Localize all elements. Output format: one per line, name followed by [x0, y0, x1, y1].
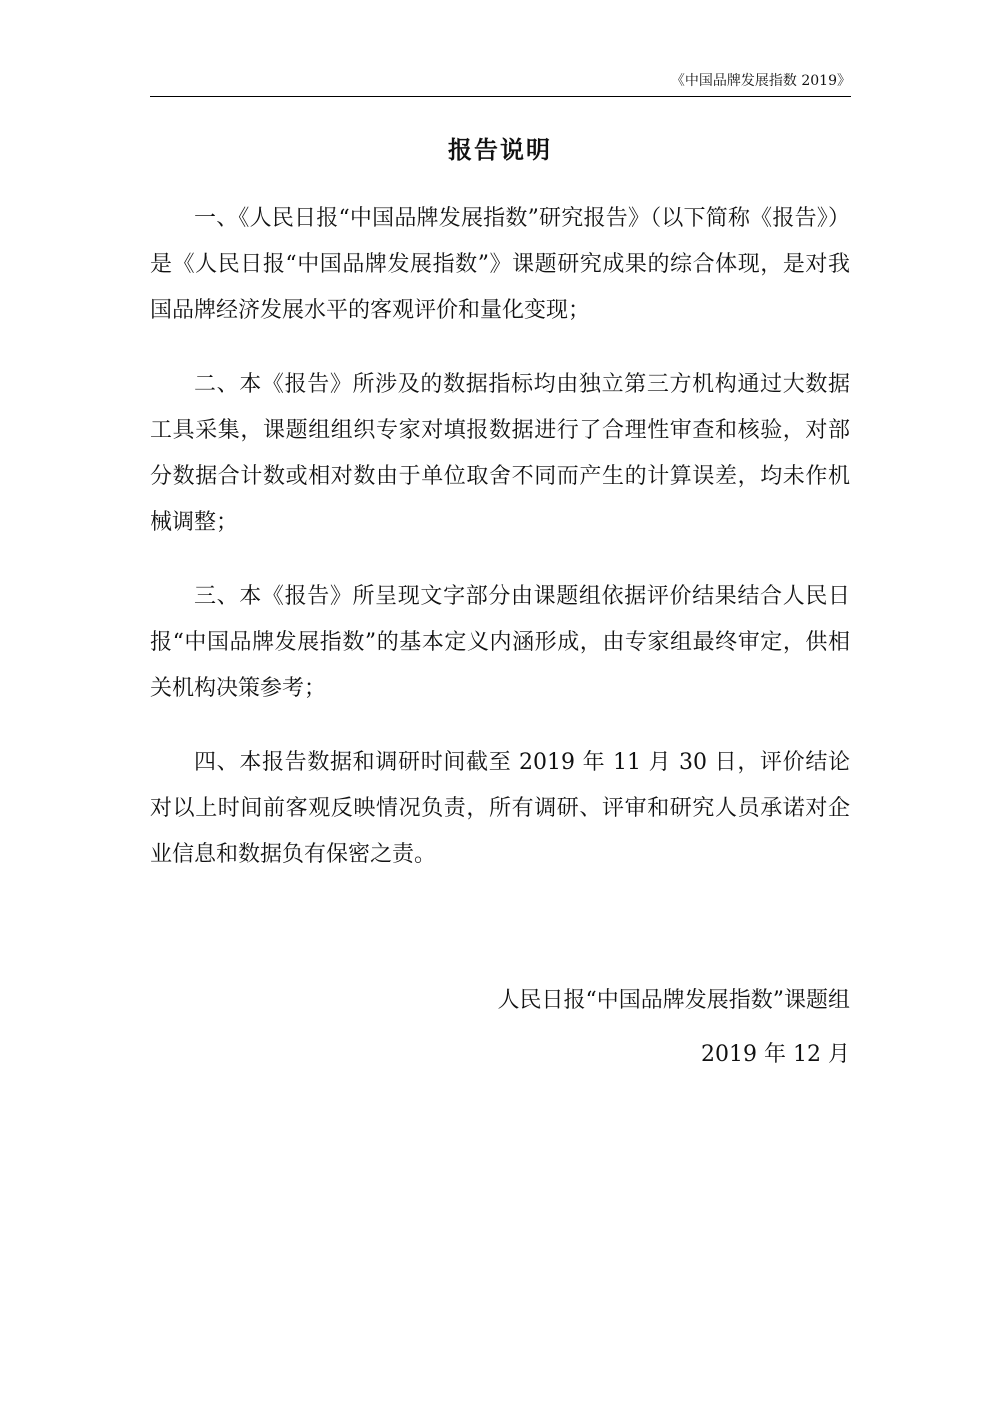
page-title: 报告说明	[448, 136, 552, 164]
running-title: 《中国品牌发展指数 2019》	[670, 73, 851, 89]
paragraph-3: 三、本《报告》所呈现文字部分由课题组依据评价结果结合人民日报“中国品牌发展指数”的基本定义内涵形成，由专家组最终审定，供相关机构决策参考；	[150, 584, 850, 701]
signature-block	[150, 974, 850, 1082]
paragraph-2: 二、本《报告》所涉及的数据指标均由独立第三方机构通过大数据工具采集，课题组组织专家对填报数据进行了合理性审查和核验，对部分数据合计数或相对数由于单位取舍不同而产生的计算误差，均未作机械调整；	[150, 372, 850, 535]
signature-date: 2019 年 12 月	[701, 1042, 850, 1067]
document-body	[150, 196, 850, 906]
paragraph-4: 四、本报告数据和调研时间截至 2019 年 11 月 30 日，评价结论对以上时间前客观反映情况负责，所有调研、评审和研究人员承诺对企业信息和数据负有保密之责。	[150, 750, 850, 867]
signature-organization: 人民日报“中国品牌发展指数”课题组	[497, 988, 850, 1013]
paragraph-1: 一、《人民日报“中国品牌发展指数”研究报告》（以下简称《报告》）是《人民日报“中国品牌发展指数”》课题研究成果的综合体现，是对我国品牌经济发展水平的客观评价和量化变现；	[150, 206, 850, 323]
page-header	[150, 70, 851, 97]
